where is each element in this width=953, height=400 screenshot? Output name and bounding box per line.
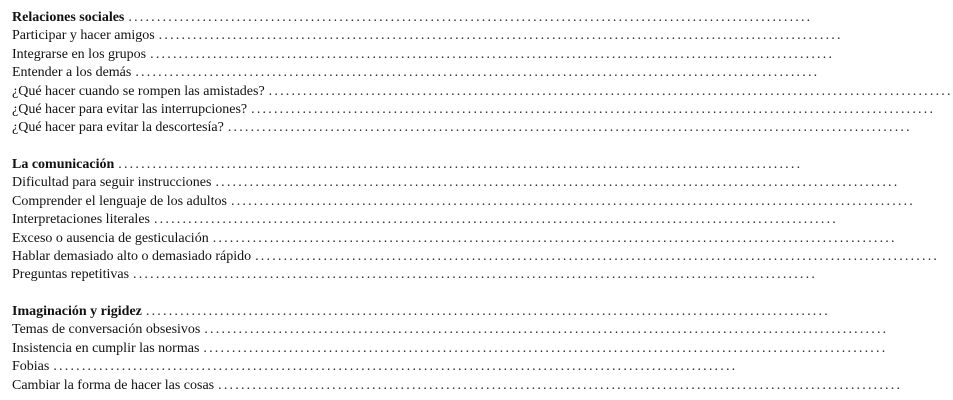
toc-item-label: Hablar demasiado alto o demasiado rápido (12, 248, 252, 264)
toc-item-label: Temas de conversación obsesivos (12, 322, 201, 338)
dot-leader: ........................................................................................................................ (231, 193, 915, 209)
toc-item-label: Dificultad para seguir instrucciones (12, 175, 212, 191)
toc-item-label: Cambiar la forma de hacer las cosas (12, 377, 215, 393)
toc-item-label: Integrarse en los grupos (12, 46, 147, 62)
dot-leader: ........................................................................................................................ (227, 120, 912, 136)
toc-item (12, 119, 912, 137)
section-heading (12, 303, 830, 321)
toc-item (12, 211, 838, 229)
dot-leader: ........................................................................................................................ (133, 267, 818, 283)
toc-item-label: Interpretaciones literales (12, 212, 150, 228)
dot-leader: ........................................................................................................................ (204, 322, 889, 338)
dot-leader: ........................................................................................................................ (255, 248, 940, 264)
section-title: La comunicación (12, 157, 115, 172)
toc-item (12, 83, 953, 101)
dot-leader: ........................................................................................................................ (53, 359, 738, 375)
dot-leader: ........................................................................................................................ (153, 212, 838, 228)
dot-leader: ........................................................................................................................ (203, 340, 888, 356)
toc-item-label: ¿Qué hacer cuando se rompen las amistades? (12, 83, 265, 99)
dot-leader: ........................................................................................................................ (135, 65, 820, 81)
dot-leader: ........................................................................................................................ (118, 157, 803, 172)
toc-item-label: Entender a los demás (12, 65, 132, 81)
toc-item (12, 64, 820, 82)
toc-item (12, 377, 903, 395)
toc-section-imagination-rigidity (12, 303, 903, 395)
toc-item-label: Comprender el lenguaje de los adultos (12, 193, 227, 209)
toc-item (12, 266, 818, 284)
dot-leader: ........................................................................................................................ (251, 101, 936, 117)
toc-item (12, 27, 843, 45)
toc-item-label: Exceso o ausencia de gesticulación (12, 230, 209, 246)
toc-item (12, 193, 915, 211)
toc-section-social-relations (12, 9, 953, 138)
toc-item (12, 321, 889, 339)
dot-leader: ........................................................................................................................ (158, 28, 843, 44)
toc-item (12, 46, 835, 64)
section-heading (12, 156, 803, 174)
toc-item-label: Fobias (12, 359, 50, 375)
toc-item-label: Participar y hacer amigos (12, 28, 155, 44)
toc-item (12, 358, 738, 376)
toc-item-label: Preguntas repetitivas (12, 267, 130, 283)
toc-item (12, 248, 940, 266)
section-title: Relaciones sociales (12, 10, 125, 25)
toc-item (12, 340, 888, 358)
toc-item (12, 101, 936, 119)
dot-leader: ........................................................................................................................ (128, 10, 813, 25)
dot-leader: ........................................................................................................................ (212, 230, 897, 246)
dot-leader: ........................................................................................................................ (218, 377, 903, 393)
section-title: Imaginación y rigidez (12, 304, 142, 319)
toc-item (12, 230, 897, 248)
toc-item (12, 174, 900, 192)
toc-section-communication (12, 156, 940, 285)
dot-leader: ........................................................................................................................ (268, 83, 953, 99)
toc-item-label: Insistencia en cumplir las normas (12, 340, 200, 356)
toc-item-label: ¿Qué hacer para evitar las interrupciones? (12, 101, 248, 117)
dot-leader: ........................................................................................................................ (150, 46, 835, 62)
toc-item-label: ¿Qué hacer para evitar la descortesía? (12, 120, 224, 136)
section-heading (12, 9, 813, 27)
dot-leader: ........................................................................................................................ (145, 304, 830, 319)
dot-leader: ........................................................................................................................ (215, 175, 900, 191)
